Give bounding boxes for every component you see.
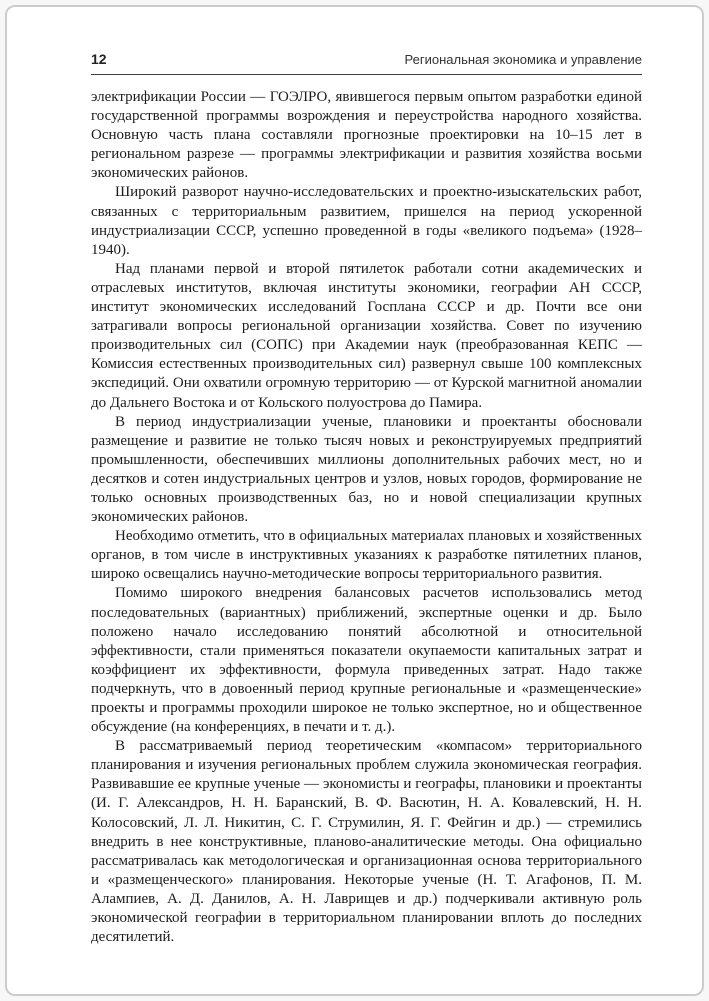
paragraph-economic-geography: В рассматриваемый период теоретическим «компасом» территориального планирования и изучения региональных проблем служила экономическая география. Развивавшие ее крупные ученые — экономисты и географы, плановики и проектанты (И. Г. Александров, Н. Н. Баранский, В. Ф. Васютин, Н. А. Ковалевский, Н. Н. Колосовский, Л. Л. Никитин, С. Г. Струмилин, Я. Г. Фейгин и др.) — стремились внедрить в нее конструктивные, планово-аналитические методы. Она официально рассматривалась как методологическая и организационная основа территориального и «размещенческого» планирования. Некоторые ученые (Н. Т. Агафонов, П. М. Алампиев, А. Д. Данилов, А. Н. Лаврищев и др.) подчеркивали активную роль экономической географии в территориальном планировании вплоть до последних десятилетий. xyxy=(91,738,642,946)
paragraph-industrialization: В период индустриализации ученые, плановики и проектанты обосновали размещение и развитие не только тысяч новых и реконструируемых предприятий промышленности, обеспечивших миллионы дополнительных рабочих мест, но и десятков и сотен индустриальных центров и узлов, новых городов, формирование не только основных производственных баз, но и новой специализации крупных экономических районов. xyxy=(91,413,642,526)
paragraph-official-materials: Необходимо отметить, что в официальных материалах плановых и хозяйственных органов, в том числе в инструктивных указаниях к разработке пятилетних планов, широко освещались научно-методические вопросы территориального развития. xyxy=(91,528,642,583)
paragraph-five-year-plans: Над планами первой и второй пятилеток работали сотни академических и отраслевых институтов, включая институты экономики, географии АН СССР, институт экономических исследований Госплана СССР и др. Почти все они затрагивали вопросы региональной организации хозяйства. Совет по изучению производительных сил (СОПС) при Академии наук (преобразованная КЕПС — Комиссия естественных производительных сил) развернул свыше 100 комплексных экспедиций. Они охватили огромную территорию — от Курской магнитной аномалии до Дальнего Востока и от Кольского полуострова до Памира. xyxy=(91,260,642,411)
page-body xyxy=(91,88,642,947)
paragraph-research-expansion: Широкий разворот научно-исследовательских и проектно-изыскательских работ, связанных с территориальным развитием, пришелся на период ускоренной индустриализации СССР, успешно проведенной в годы «великого подъема» (1928–1940). xyxy=(91,184,642,258)
page-header xyxy=(91,51,642,75)
paragraph-balance-methods: Помимо широкого внедрения балансовых расчетов использовались метод последовательных (вариантных) приближений, экспертные оценки и др. Было положено начало исследованию понятий абсолютной и относительной эффективности, стали применяться показатели окупаемости капитальных затрат и коэффициент их эффективности, формула приведенных затрат. Надо также подчеркнуть, что в довоенный период крупные региональные и «размещенческие» проекты и программы проходили широкое не только экспертное, но и общественное обсуждение (на конференциях, в печати и т. д.). xyxy=(91,585,642,736)
paragraph-electrification: электрификации России — ГОЭЛРО, явившегося первым опытом разработки единой государственной программы возрождения и переустройства народного хозяйства. Основную часть плана составляли прогнозные проектировки на 10–15 лет в региональном разрезе — программы электрификации и развития хозяйства восьми экономических районов. xyxy=(91,89,642,182)
page-content xyxy=(7,7,702,947)
book-page xyxy=(5,5,704,996)
page-number: 12 xyxy=(91,51,107,67)
running-title: Региональная экономика и управление xyxy=(404,52,642,67)
